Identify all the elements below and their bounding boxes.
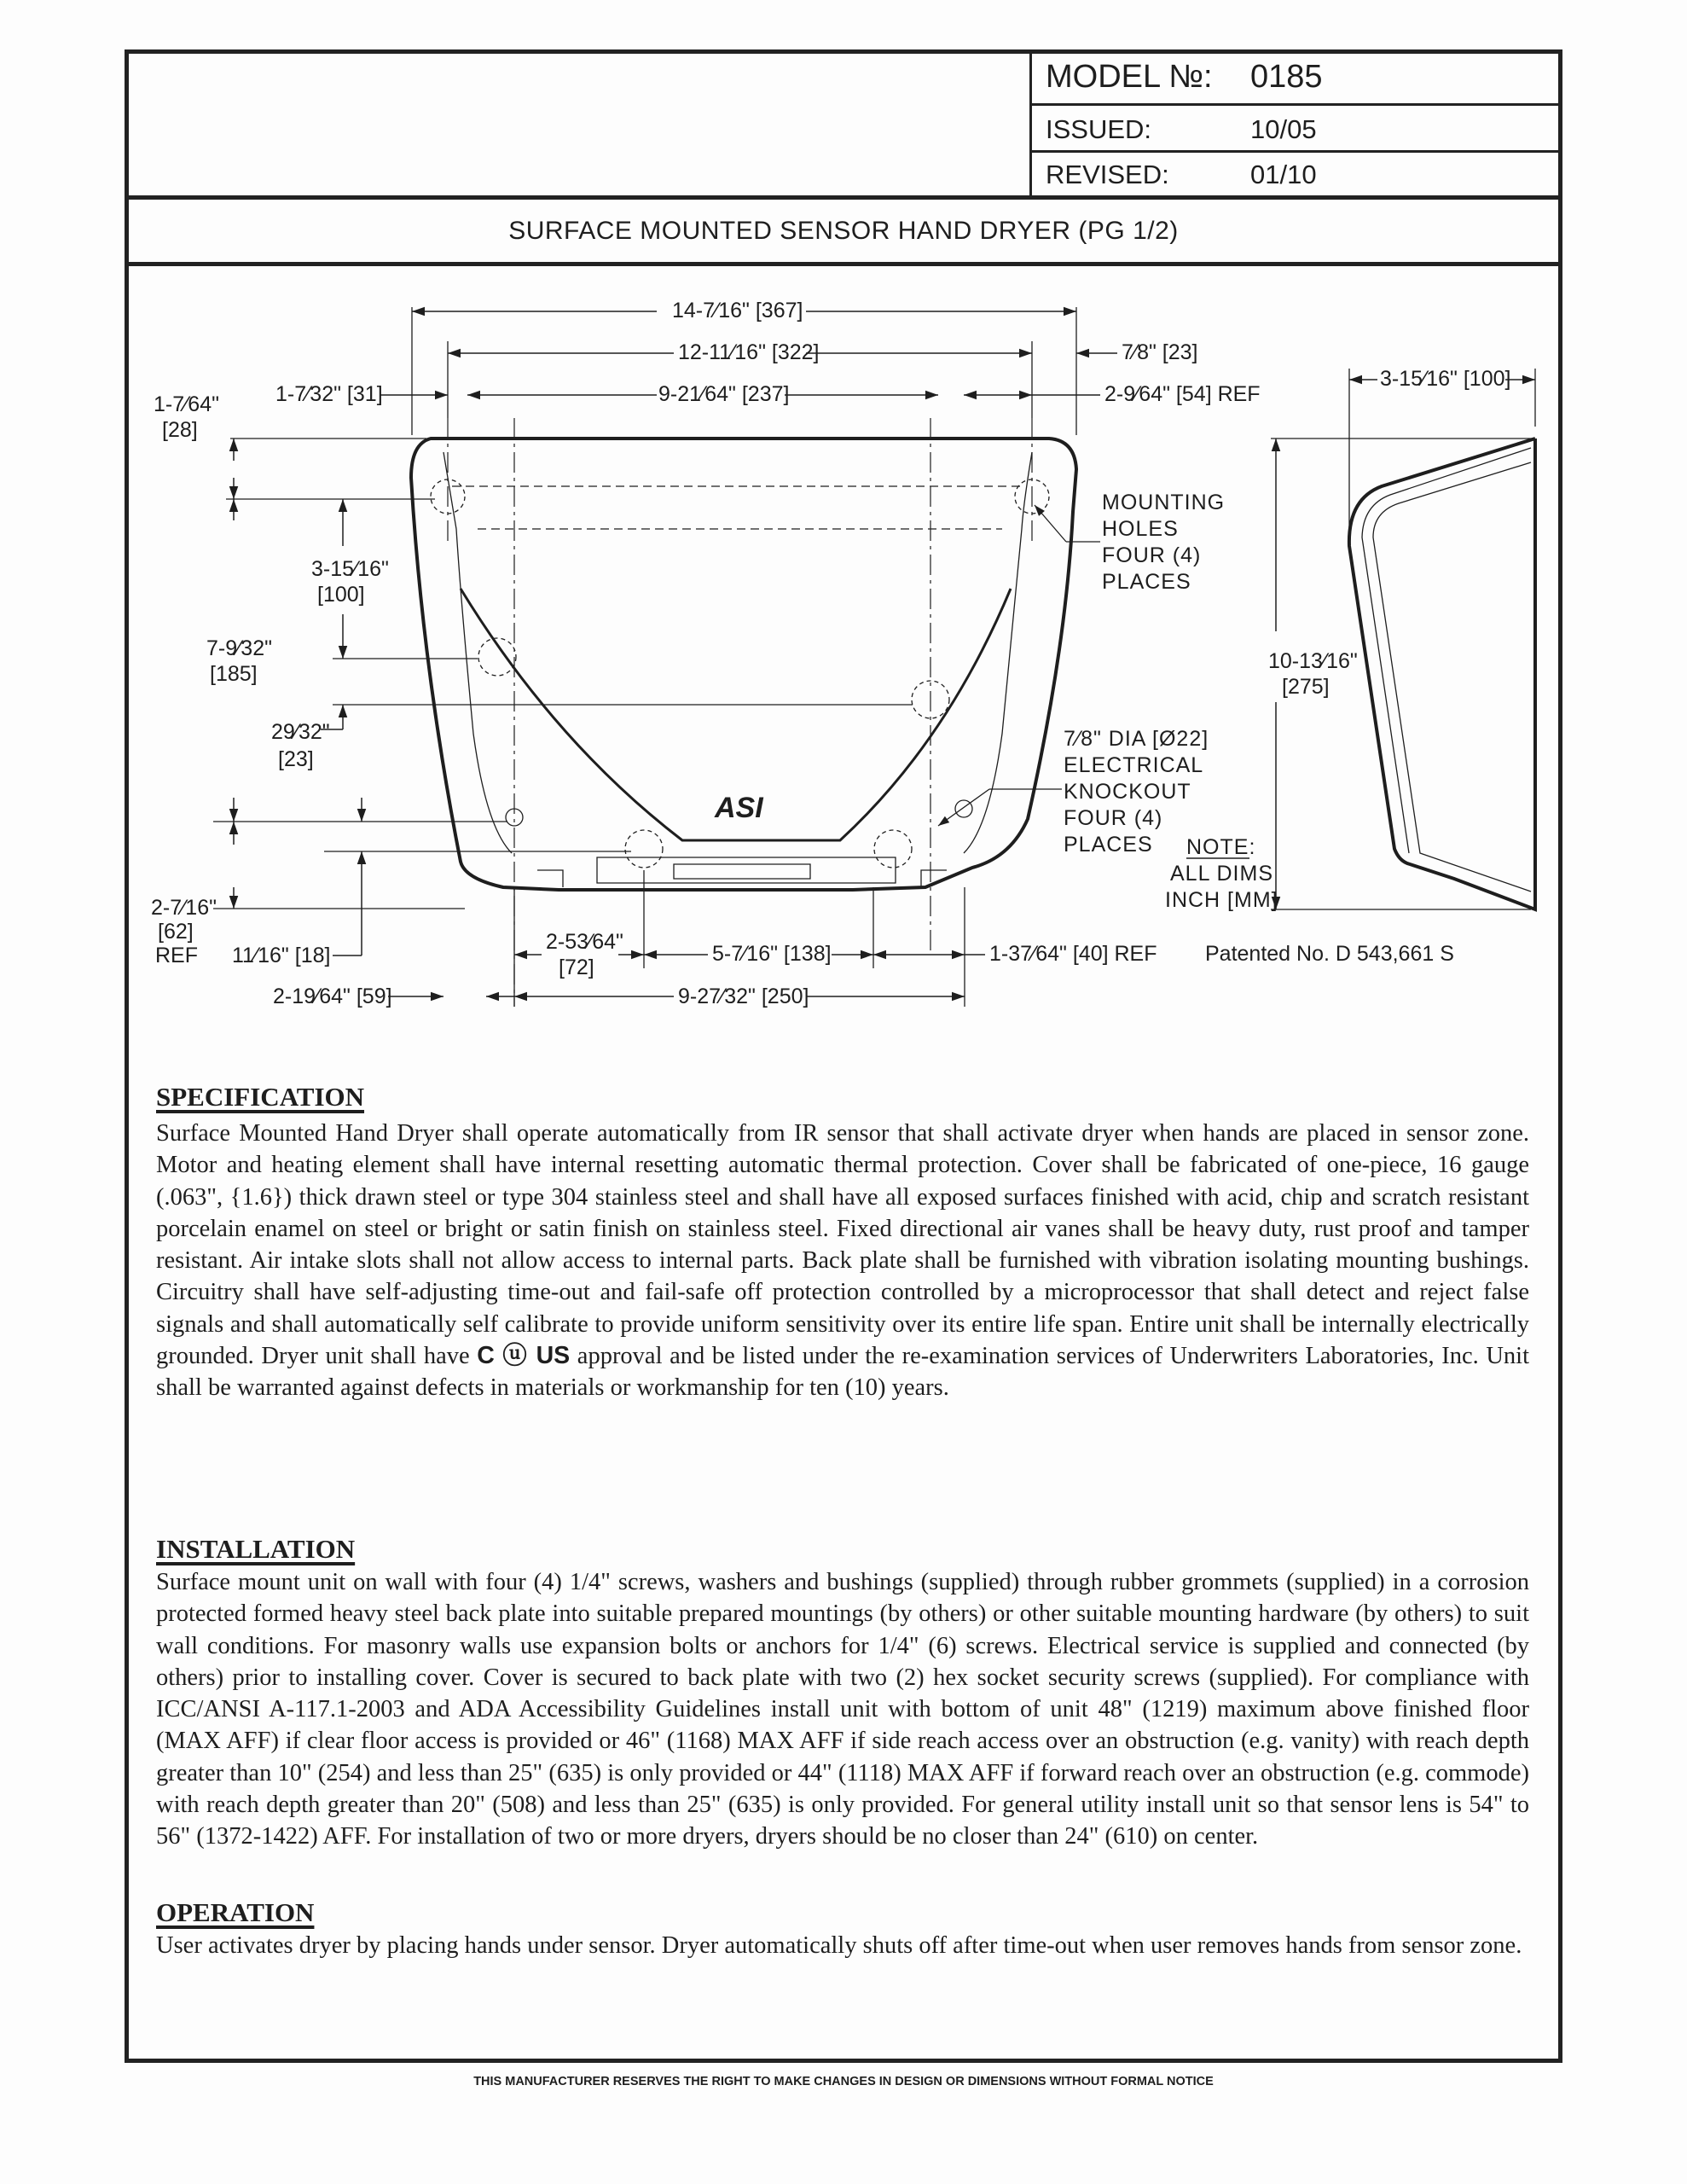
note-line: INCH [MM] xyxy=(1165,888,1278,912)
operation-section xyxy=(156,1896,1529,1961)
dim-bottom-ref-suffix: REF xyxy=(155,944,198,967)
asi-logo: ASI xyxy=(715,792,763,824)
issued-label: ISSUED: xyxy=(1046,113,1152,144)
left-dimension-lines xyxy=(234,439,362,956)
dim-knockout-offset: 2-53⁄64" xyxy=(546,930,623,954)
callout-line: PLACES xyxy=(1064,833,1153,857)
specification-section xyxy=(156,1080,1529,1404)
mounting-holes-callout xyxy=(1102,491,1225,594)
note-line: ALL DIMS xyxy=(1170,862,1274,886)
callout-line: ELECTRICAL xyxy=(1064,753,1204,777)
dim-bottom-right-ref: 1-37⁄64" [40] REF xyxy=(989,942,1157,966)
dim-hole-vertical-mm: [100] xyxy=(317,583,365,607)
dim-bottom-width: 9-27⁄32" [250] xyxy=(678,985,809,1008)
dim-side-height: 10-13⁄16" xyxy=(1268,649,1358,673)
installation-heading: INSTALLATION xyxy=(156,1534,356,1564)
cul-us-certification-mark: C ⓤ US xyxy=(477,1342,571,1370)
model-label: MODEL №: xyxy=(1046,59,1213,95)
dim-knockout-gap: 29⁄32" xyxy=(271,720,330,744)
installation-section xyxy=(156,1532,1529,1853)
revised-value: 01/10 xyxy=(1250,160,1317,189)
specification-text xyxy=(156,1118,1529,1404)
dim-right-ref: 2-9⁄64" [54] REF xyxy=(1104,382,1261,406)
specification-heading: SPECIFICATION xyxy=(156,1082,365,1112)
dim-knockout-spacing: 5-7⁄16" [138] xyxy=(712,942,832,966)
callout-line: FOUR (4) xyxy=(1102,543,1202,567)
installation-text: Surface mount unit on wall with four (4) 1/4" screws, washers and bushings (supplied) through rubber grommets (supplied) in a corrosion protected formed heavy steel back plate into suitable prepared mountings (by others) or other suitable mounting hardware (by others) to suit wall conditions. For masonry walls use expansion bolts or anchors for 1/4" (6) screws. Electrical service is supplied and connected (by others) prior to installing cover. Cover is secured to back plate with two (2) hex socket security screws (supplied). For compliance with ICC/ANSI A-117.1-2003 and ADA Accessibility Guidelines install unit with bottom of unit 48" (1219) maximum above finished floor (MAX AFF) if clear floor access is provided or 46" (1168) MAX AFF if side reach access over an obstruction (e.g. vanity) with reach depth greater than 10" (254) and less than 25" (635) is only provided or 44" (1118) MAX AFF if forward reach over an obstruction (e.g. commode) with reach depth greater than 20" (508) and less than 25" (635) is only provided. For general utility install unit so that sensor lens is 54" to 56" (1372-1422) AFF. For installation of two or more dryers, dryers should be no closer than 24" (610) on center. xyxy=(156,1569,1529,1850)
technical-drawing xyxy=(0,0,1687,1058)
callout-line: KNOCKOUT xyxy=(1064,780,1191,804)
dim-hole-to-knockout: 7-9⁄32" xyxy=(206,636,272,660)
centerlines xyxy=(448,418,1032,1007)
operation-heading: OPERATION xyxy=(156,1897,315,1927)
dim-left-edge: 2-19⁄64" [59] xyxy=(273,985,392,1008)
side-view-outline xyxy=(1271,369,1535,909)
dim-bottom-ref: 2-7⁄16" xyxy=(151,896,217,920)
callout-line: HOLES xyxy=(1102,517,1179,541)
specification-text-part: approval and be listed under the re-examination services of Underwriters Laboratories, Inc. Unit shall be warranted against defects in materials or workmanship for ten (10) years. xyxy=(156,1343,1529,1402)
document-title: SURFACE MOUNTED SENSOR HAND DRYER (PG 1/2) xyxy=(129,200,1558,266)
dim-hole-vertical: 3-15⁄16" xyxy=(311,557,389,581)
dim-bottom-ref-mm: [62] xyxy=(158,920,194,944)
specification-text-part: Surface Mounted Hand Dryer shall operate automatically from IR sensor that shall activate dryer when hands are placed in sensor zone. Motor and heating element shall have internal resetting automatic thermal protection. Cover shall be fabricated of one-piece, 16 gauge (.063", {1.6}) thick drawn steel or type 304 stainless steel and shall have all exposed surfaces finished with acid, chip and scratch resistant porcelain enamel on steel or bright or satin finish on stainless steel. Fixed directional air vanes shall be heavy duty, rust proof and tamper resistant. Air intake slots shall not allow access to internal parts. Back plate shall be furnished with vibration isolating mounting bushings. Circuitry shall have self-adjusting time-out and fail-safe off protection controlled by a microprocessor that shall detect and reject false signals and shall automatically self calibrate to provide uniform sensitivity over its entire life span. Entire unit shall be internally electrically grounded. Dryer unit shall have xyxy=(156,1120,1529,1370)
callout-line: MOUNTING xyxy=(1102,491,1226,514)
callout-line: 7⁄8" DIA [Ø22] xyxy=(1064,727,1209,751)
model-value: 0185 xyxy=(1250,59,1323,95)
dim-mount-width: 12-11⁄16" [322] xyxy=(678,340,820,364)
dim-knockout-to-bottom: 11⁄16" [18] xyxy=(232,944,331,967)
dimension-note xyxy=(1165,835,1278,912)
patent-number: Patented No. D 543,661 S xyxy=(1205,942,1454,966)
dim-knockout-gap-mm: [23] xyxy=(278,747,314,771)
dim-side-depth: 3-15⁄16" [100] xyxy=(1380,367,1511,391)
dim-hole-to-knockout-mm: [185] xyxy=(210,662,258,686)
dim-knockout-offset-mm: [72] xyxy=(559,956,594,979)
dim-top-to-hole: 1-7⁄64" xyxy=(154,392,219,416)
dim-overall-width: 14-7⁄16" [367] xyxy=(672,299,803,322)
callout-line: FOUR (4) xyxy=(1064,806,1163,830)
operation-text: User activates dryer by placing hands under sensor. Dryer automatically shuts off after time-out when user removes hands from sensor zone. xyxy=(156,1932,1522,1959)
dim-side-height-mm: [275] xyxy=(1282,675,1330,699)
issued-value: 10/05 xyxy=(1250,113,1317,144)
dim-right-offset: 7⁄8" [23] xyxy=(1122,340,1198,364)
revised-label: REVISED: xyxy=(1046,160,1169,189)
dim-top-to-hole-mm: [28] xyxy=(162,418,198,442)
note-title: NOTE: xyxy=(1186,835,1256,859)
callout-line: PLACES xyxy=(1102,570,1191,594)
footer-disclaimer: THIS MANUFACTURER RESERVES THE RIGHT TO MAKE CHANGES IN DESIGN OR DIMENSIONS WITHOUT FORMAL NOTICE xyxy=(473,2075,1214,2088)
dim-hole-spacing: 9-21⁄64" [237] xyxy=(658,382,790,406)
dim-left-offset: 1-7⁄32" [31] xyxy=(275,382,383,406)
